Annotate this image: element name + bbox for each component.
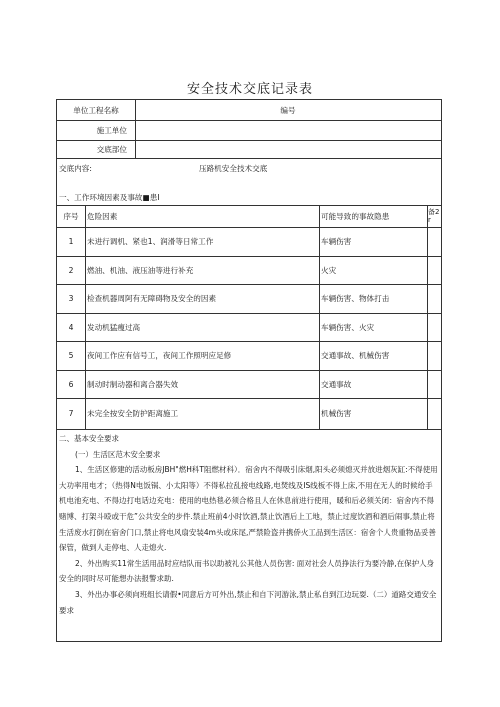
row-factor: 检查机器周阿有无障碍物及安全的因素 [87,294,217,303]
document-title: 安全技术交底记录表 [186,82,313,97]
row-no: 7 [68,409,74,418]
row-factor: 燃油、机油、液压油等进行补充 [87,265,194,275]
row-hazard: 火灾 [321,265,337,275]
col-header-hazard: 可能导致的事故隐患 [321,211,390,221]
section2-subtitle: (一）生活区范木安全要求 [75,449,161,459]
row-factor: 未进行调机、紧也1、润滑等日常工作 [87,237,214,246]
project-name-label: 单位工程名称 [73,105,119,115]
col-header-factor: 危险因素 [87,211,118,221]
row-no: 4 [68,322,74,332]
construction-unit-row [57,121,441,141]
row-hazard: 车辆伤害 [321,237,352,246]
section2-body [59,431,439,618]
row-no: 3 [68,294,74,303]
construction-unit-label: 施工单位 [96,126,127,135]
section2-title: 二、基本安全要求 [59,434,119,443]
col-header-no: 序号 [63,211,79,221]
row-no: 2 [68,265,74,275]
number-label: 编号 [280,105,296,115]
paragraph-leave: 3、外出办事必须向班组长请假•同意后方可外出,禁止和自下河游泳,禁止私自到江边玩耍.（二）道路交通安全要求 [59,589,437,615]
col-header-remark: 备2r [428,208,440,224]
row-hazard: 交通事故 [321,379,352,389]
content-label: 交底内容: [59,163,92,173]
row-no: 6 [68,379,74,389]
handover-dept-row [57,141,441,159]
row-no: 5 [68,351,74,360]
project-name-row [57,100,441,121]
row-factor: 夜间工作应有信号工，夜间工作照明应足修 [87,351,232,360]
section1-title: 一、工作环境因素及事故■患I [59,192,160,202]
row-hazard: 车辆伤害、火灾 [321,322,375,332]
row-factor: 制动时制动器和离合器失效 [87,379,179,389]
content-value: 压路机安全技术交底 [199,163,268,173]
paragraph-living-area: 1、生活区修建的活动板房JBH"燃H科T阻燃材科）．宿舍内不得吸引床烟,阳头必须熄灭并放进烟灰缸:不得使用大功率用电才；（热得N电饭锅、小太阳等）不得私拉乱接电线路,电焚线及IS线板不得上床,不用在无人的时候给手机电池充电、不得边打电话边充电：使用的电热毯必须合格且人在休息前进行使用，暖和后必须关闭：宿舍内不得赌博、打架斗殴或干危”公共安全的步件.禁止班前4小时饮酒,禁止饮酒后上工地，禁止过度饮酒和酒后闹事,禁止将生活废水打倒在宿舍门口,禁止将电风扇安装4m头或床尾,严禁险盗并携侨火工品到生活区：宿舍个人贵重物品妥善保管，做到人走停电、人走熄火. [59,465,438,553]
handover-record-table [56,99,442,642]
row-no: 1 [68,237,74,246]
row-hazard: 车辆伤害、物体打击 [321,294,390,303]
row-factor: 未完全按安全防护距离施工 [87,409,179,418]
row-hazard: 机械伤害 [321,409,352,418]
row-hazard: 交通事故、机械伤害 [321,351,390,360]
row-factor: 发动机猛瘦过高 [87,322,141,332]
paragraph-shopping: 2、外出购买11常生活用品时应结队而书以助被礼公其他人员伤害: 面对社会人员挣法行为要冷静,在保护人身安全的同时尽可能想办法报警求助. [59,558,435,584]
handover-dept-label: 交底部位 [96,145,127,154]
